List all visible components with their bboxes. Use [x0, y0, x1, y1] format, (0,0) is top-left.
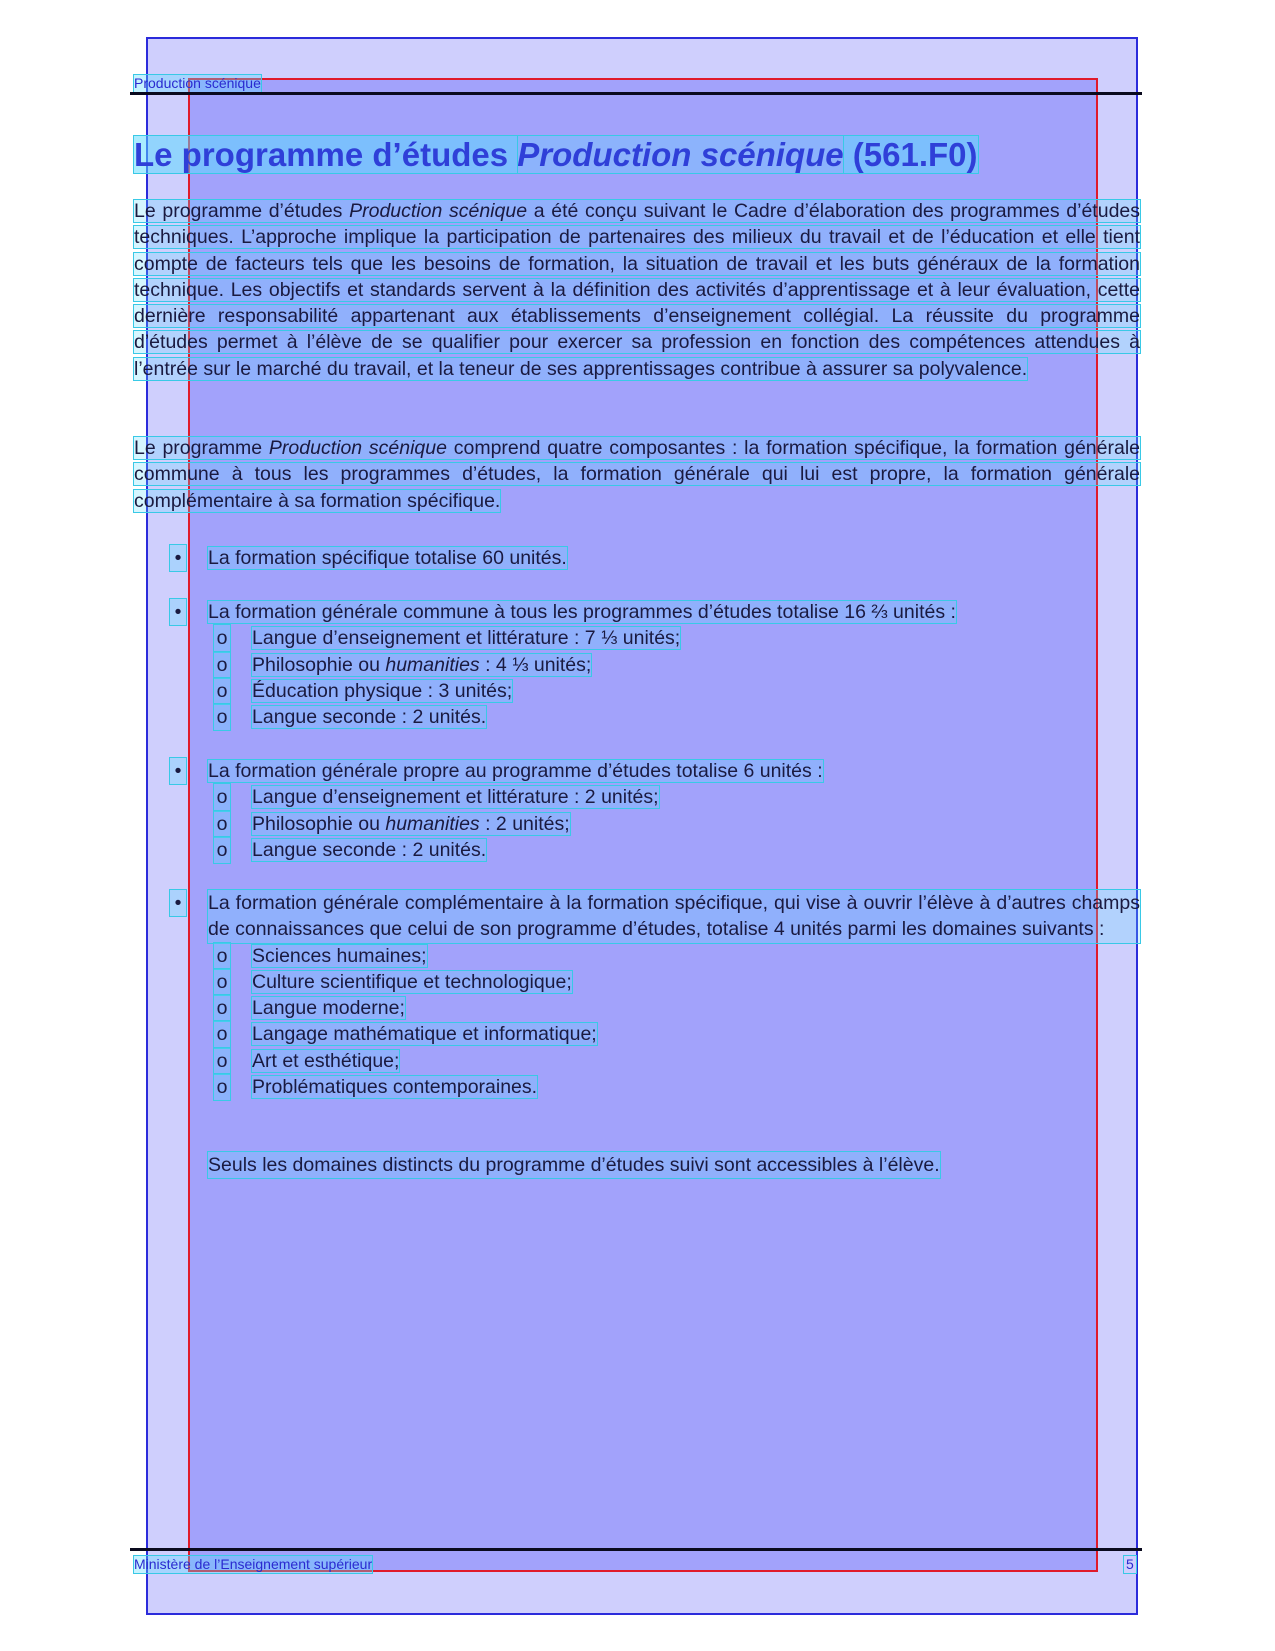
list-item-text: La formation générale commune à tous les programmes d’études totalise 16 ⅔ unités : — [208, 601, 956, 623]
sub-item-text: Culture scientifique et technologique; — [252, 970, 572, 993]
circle-bullet-icon: o — [214, 784, 230, 810]
list-item-general-complementary — [170, 890, 1140, 1100]
sub-item-text: Langue moderne; — [252, 997, 405, 1020]
circle-bullet-icon: o — [214, 811, 230, 837]
title-prefix: Le programme d’études — [134, 136, 518, 173]
para2-start: Le programme — [134, 437, 269, 459]
general-common-list — [170, 599, 1140, 730]
sub-list-item — [208, 625, 1140, 651]
circle-bullet-icon: o — [214, 995, 230, 1021]
sub-item-text: Langue d’enseignement et littérature : 2 unités; — [252, 786, 659, 809]
circle-bullet-icon: o — [214, 1021, 230, 1047]
list-item-text: La formation générale complémentaire à la formation spécifique, qui vise à ouvrir l’élève à d’autres champs de connaissances que celui de son programme d’études, totalise 4 unités parmi les domaines suivants : — [208, 890, 1140, 943]
sub-item-text — [252, 813, 570, 835]
list-item-general-specific — [170, 758, 1140, 863]
sub-item-text: Éducation physique : 3 unités; — [252, 679, 513, 702]
intro-paragraph — [134, 198, 1140, 382]
sub-item-text-part: : 4 ⅓ unités; — [479, 653, 592, 676]
sub-item-text-part: Philosophie ou — [252, 653, 386, 676]
general-specific-list — [170, 758, 1140, 863]
list-item-text: La formation générale propre au programme d’études totalise 6 unités : — [208, 760, 823, 782]
running-header: Production scénique — [134, 75, 261, 91]
para2-rest: comprend quatre composantes : la formation spécifique, la formation générale commune à tous les programmes d’études, la formation générale qui lui est propre, la formation générale complémentaire à sa formation spécifique. — [134, 437, 1141, 512]
sub-list-item — [208, 784, 1140, 810]
sub-item-text: Langue d’enseignement et littérature : 7 ⅓ unités; — [252, 627, 681, 650]
circle-bullet-icon: o — [214, 625, 230, 651]
components-paragraph — [134, 435, 1140, 514]
circle-bullet-icon: o — [214, 678, 230, 704]
sub-item-text-part: : 2 unités; — [479, 812, 570, 835]
bullet-icon: • — [170, 545, 186, 571]
para1-start: Le programme d’études — [134, 200, 350, 222]
para2-italic: Production scénique — [268, 437, 447, 459]
sub-list-item — [208, 1048, 1140, 1074]
bullet-icon: • — [170, 758, 186, 784]
circle-bullet-icon: o — [214, 837, 230, 863]
sub-list-item — [208, 1021, 1140, 1047]
circle-bullet-icon: o — [214, 1074, 230, 1100]
sub-list-item — [208, 678, 1140, 704]
sub-list-item — [208, 837, 1140, 863]
sub-item-text: Langage mathématique et informatique; — [252, 1023, 597, 1046]
circle-bullet-icon: o — [214, 652, 230, 678]
sub-list-item — [208, 995, 1140, 1021]
sub-list-item — [208, 943, 1140, 969]
bullet-icon: • — [170, 890, 186, 916]
page-number: 5 — [1126, 1556, 1134, 1572]
sub-list-item — [208, 1074, 1140, 1100]
list-item-specific — [170, 545, 1140, 571]
sub-list-item — [208, 652, 1140, 678]
circle-bullet-icon: o — [214, 1048, 230, 1074]
footer-rule — [130, 1548, 1142, 1551]
sub-item-text: Art et esthétique; — [252, 1049, 400, 1072]
sub-item-text: Sciences humaines; — [252, 944, 427, 967]
circle-bullet-icon: o — [214, 704, 230, 730]
page-title — [134, 134, 1040, 176]
sub-list-item — [208, 969, 1140, 995]
circle-bullet-icon: o — [214, 969, 230, 995]
list-item-general-common — [170, 599, 1140, 730]
closing-note: Seuls les domaines distincts du programme d’études suivi sont accessibles à l’élève. — [208, 1154, 940, 1176]
sub-list-item — [208, 704, 1140, 730]
training-components-list — [170, 545, 1140, 571]
title-suffix: (561.F0) — [843, 136, 978, 173]
general-complementary-list — [170, 890, 1140, 1100]
sub-list — [208, 625, 1140, 730]
sub-item-text — [252, 654, 591, 676]
sub-list-item — [208, 811, 1140, 837]
sub-item-italic: humanities — [385, 812, 480, 835]
footer-ministry: Ministère de l’Enseignement supérieur — [134, 1556, 373, 1572]
sub-item-text-part: Philosophie ou — [252, 812, 386, 835]
sub-list — [208, 943, 1140, 1101]
sub-item-text: Langue seconde : 2 unités. — [252, 706, 487, 729]
bullet-icon: • — [170, 599, 186, 625]
sub-list — [208, 784, 1140, 863]
list-item-text: La formation spécifique totalise 60 unités. — [208, 547, 567, 569]
para1-italic: Production scénique — [349, 200, 528, 222]
para1-rest: a été conçu suivant le Cadre d’élaboration des programmes d’études techniques. L’approche implique la participation de partenaires des milieux du travail et de l’éducation et elle tient compte de facteurs tels que les besoins de formation, la situation de travail et les buts généraux de la formation technique. Les objectifs et standards servent à la définition des activités d’apprentissage et à leur évaluation, cette dernière responsabilité appartenant aux établissements d’enseignement collégial. La réussite du programme d’études permet à l’élève de se qualifier pour exercer sa profession en fonction des compétences attendues à l’entrée sur le marché du travail, et la teneur de ses apprentissages contribue à assurer sa polyvalence. — [134, 200, 1141, 380]
sub-item-text: Langue seconde : 2 unités. — [252, 838, 487, 861]
title-italic: Production scénique — [517, 136, 844, 173]
sub-item-text: Problématiques contemporaines. — [252, 1076, 538, 1099]
header-rule — [130, 92, 1142, 95]
circle-bullet-icon: o — [214, 943, 230, 969]
sub-item-italic: humanities — [385, 653, 480, 676]
